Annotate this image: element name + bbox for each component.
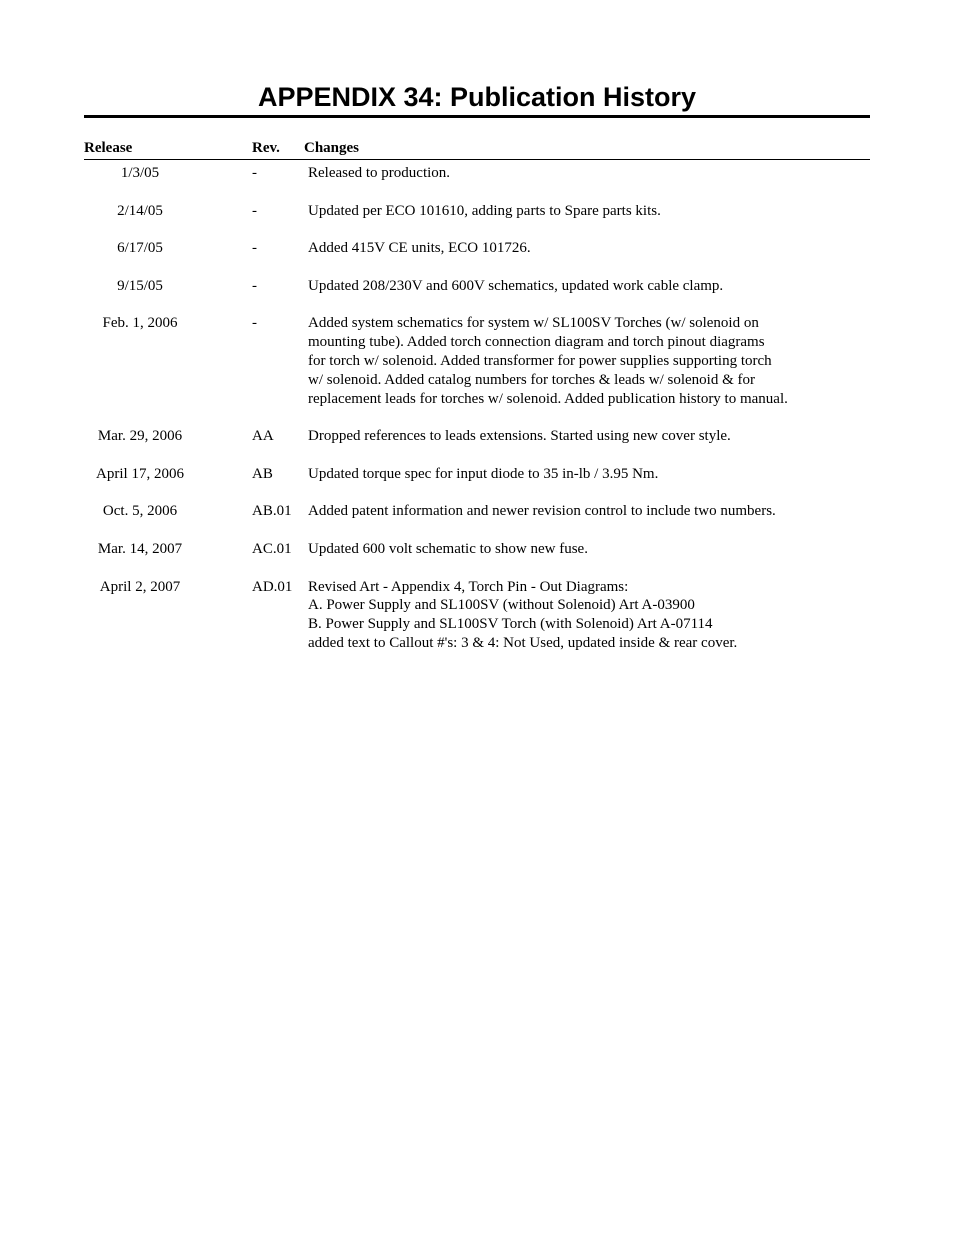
release-cell: Feb. 1, 2006 (102, 315, 178, 332)
rev-cell: AC.01 (252, 540, 292, 557)
table-row (84, 277, 870, 296)
release-cell: April 17, 2006 (96, 465, 184, 482)
rev-cell: - (252, 277, 257, 294)
header-changes: Changes (304, 140, 360, 156)
table-row (84, 465, 870, 484)
rev-cell: AB (252, 465, 273, 482)
changes-cell: Updated 208/230V and 600V schematics, updated work cable clamp. (308, 277, 724, 294)
release-cell: April 2, 2007 (99, 578, 181, 595)
changes-cell: Updated 600 volt schematic to show new fuse. (308, 540, 588, 557)
table-row (84, 427, 870, 446)
title-rule (84, 115, 870, 118)
rev-cell: AD.01 (252, 578, 293, 595)
header-release: Release (84, 140, 133, 156)
release-cell: Mar. 14, 2007 (97, 540, 183, 557)
rev-cell: - (252, 240, 257, 257)
rev-cell: AA (252, 428, 274, 445)
table-row (84, 540, 870, 559)
release-cell: 2/14/05 (117, 202, 163, 219)
changes-cell: Released to production. (308, 165, 451, 181)
release-cell: 6/17/05 (117, 240, 163, 257)
changes-cell: Added system schematics for system w/ SL100SV Torches (w/ solenoid on mounting tube). Added torch connection diagram and torch pinout diagrams for torch w/ solenoid. Added transformer for power supplies supporting torch w/ solenoid. Added catalog numbers for torches & leads w/ solenoid & for replacement leads for torches w/ solenoid. Added publication history to manual. (308, 315, 788, 407)
rev-cell: - (252, 202, 257, 219)
page-title: APPENDIX 34: Publication History (257, 82, 697, 112)
changes-cell: Revised Art - Appendix 4, Torch Pin - Out Diagrams: A. Power Supply and SL100SV (without Solenoid) Art A-03900 B. Power Supply and SL100SV Torch (with Solenoid) Art A-07114 added text to Callout #'s: 3 & 4: Not Used, updated inside & rear cover. (308, 578, 738, 651)
changes-cell: Added patent information and newer revision control to include two numbers. (308, 503, 776, 520)
table-row (84, 164, 870, 183)
changes-cell: Dropped references to leads extensions. Started using new cover style. (308, 428, 731, 445)
changes-cell: Updated torque spec for input diode to 35 in-lb / 3.95 Nm. (308, 465, 659, 482)
table-row (84, 578, 870, 653)
rev-cell: - (252, 165, 257, 181)
table-row (84, 502, 870, 521)
release-cell: 9/15/05 (117, 277, 163, 294)
table-header (84, 139, 870, 160)
rev-cell: AB.01 (252, 503, 292, 520)
table-row (84, 314, 870, 408)
table-row (84, 202, 870, 221)
changes-cell: Added 415V CE units, ECO 101726. (308, 240, 531, 257)
rev-cell: - (252, 315, 257, 332)
release-cell: Mar. 29, 2006 (97, 428, 183, 445)
changes-cell: Updated per ECO 101610, adding parts to Spare parts kits. (308, 202, 661, 219)
history-table (84, 164, 870, 672)
table-row (84, 239, 870, 258)
release-cell: 1/3/05 (120, 165, 160, 181)
release-cell: Oct. 5, 2006 (102, 503, 178, 520)
header-rev: Rev. (252, 140, 280, 156)
